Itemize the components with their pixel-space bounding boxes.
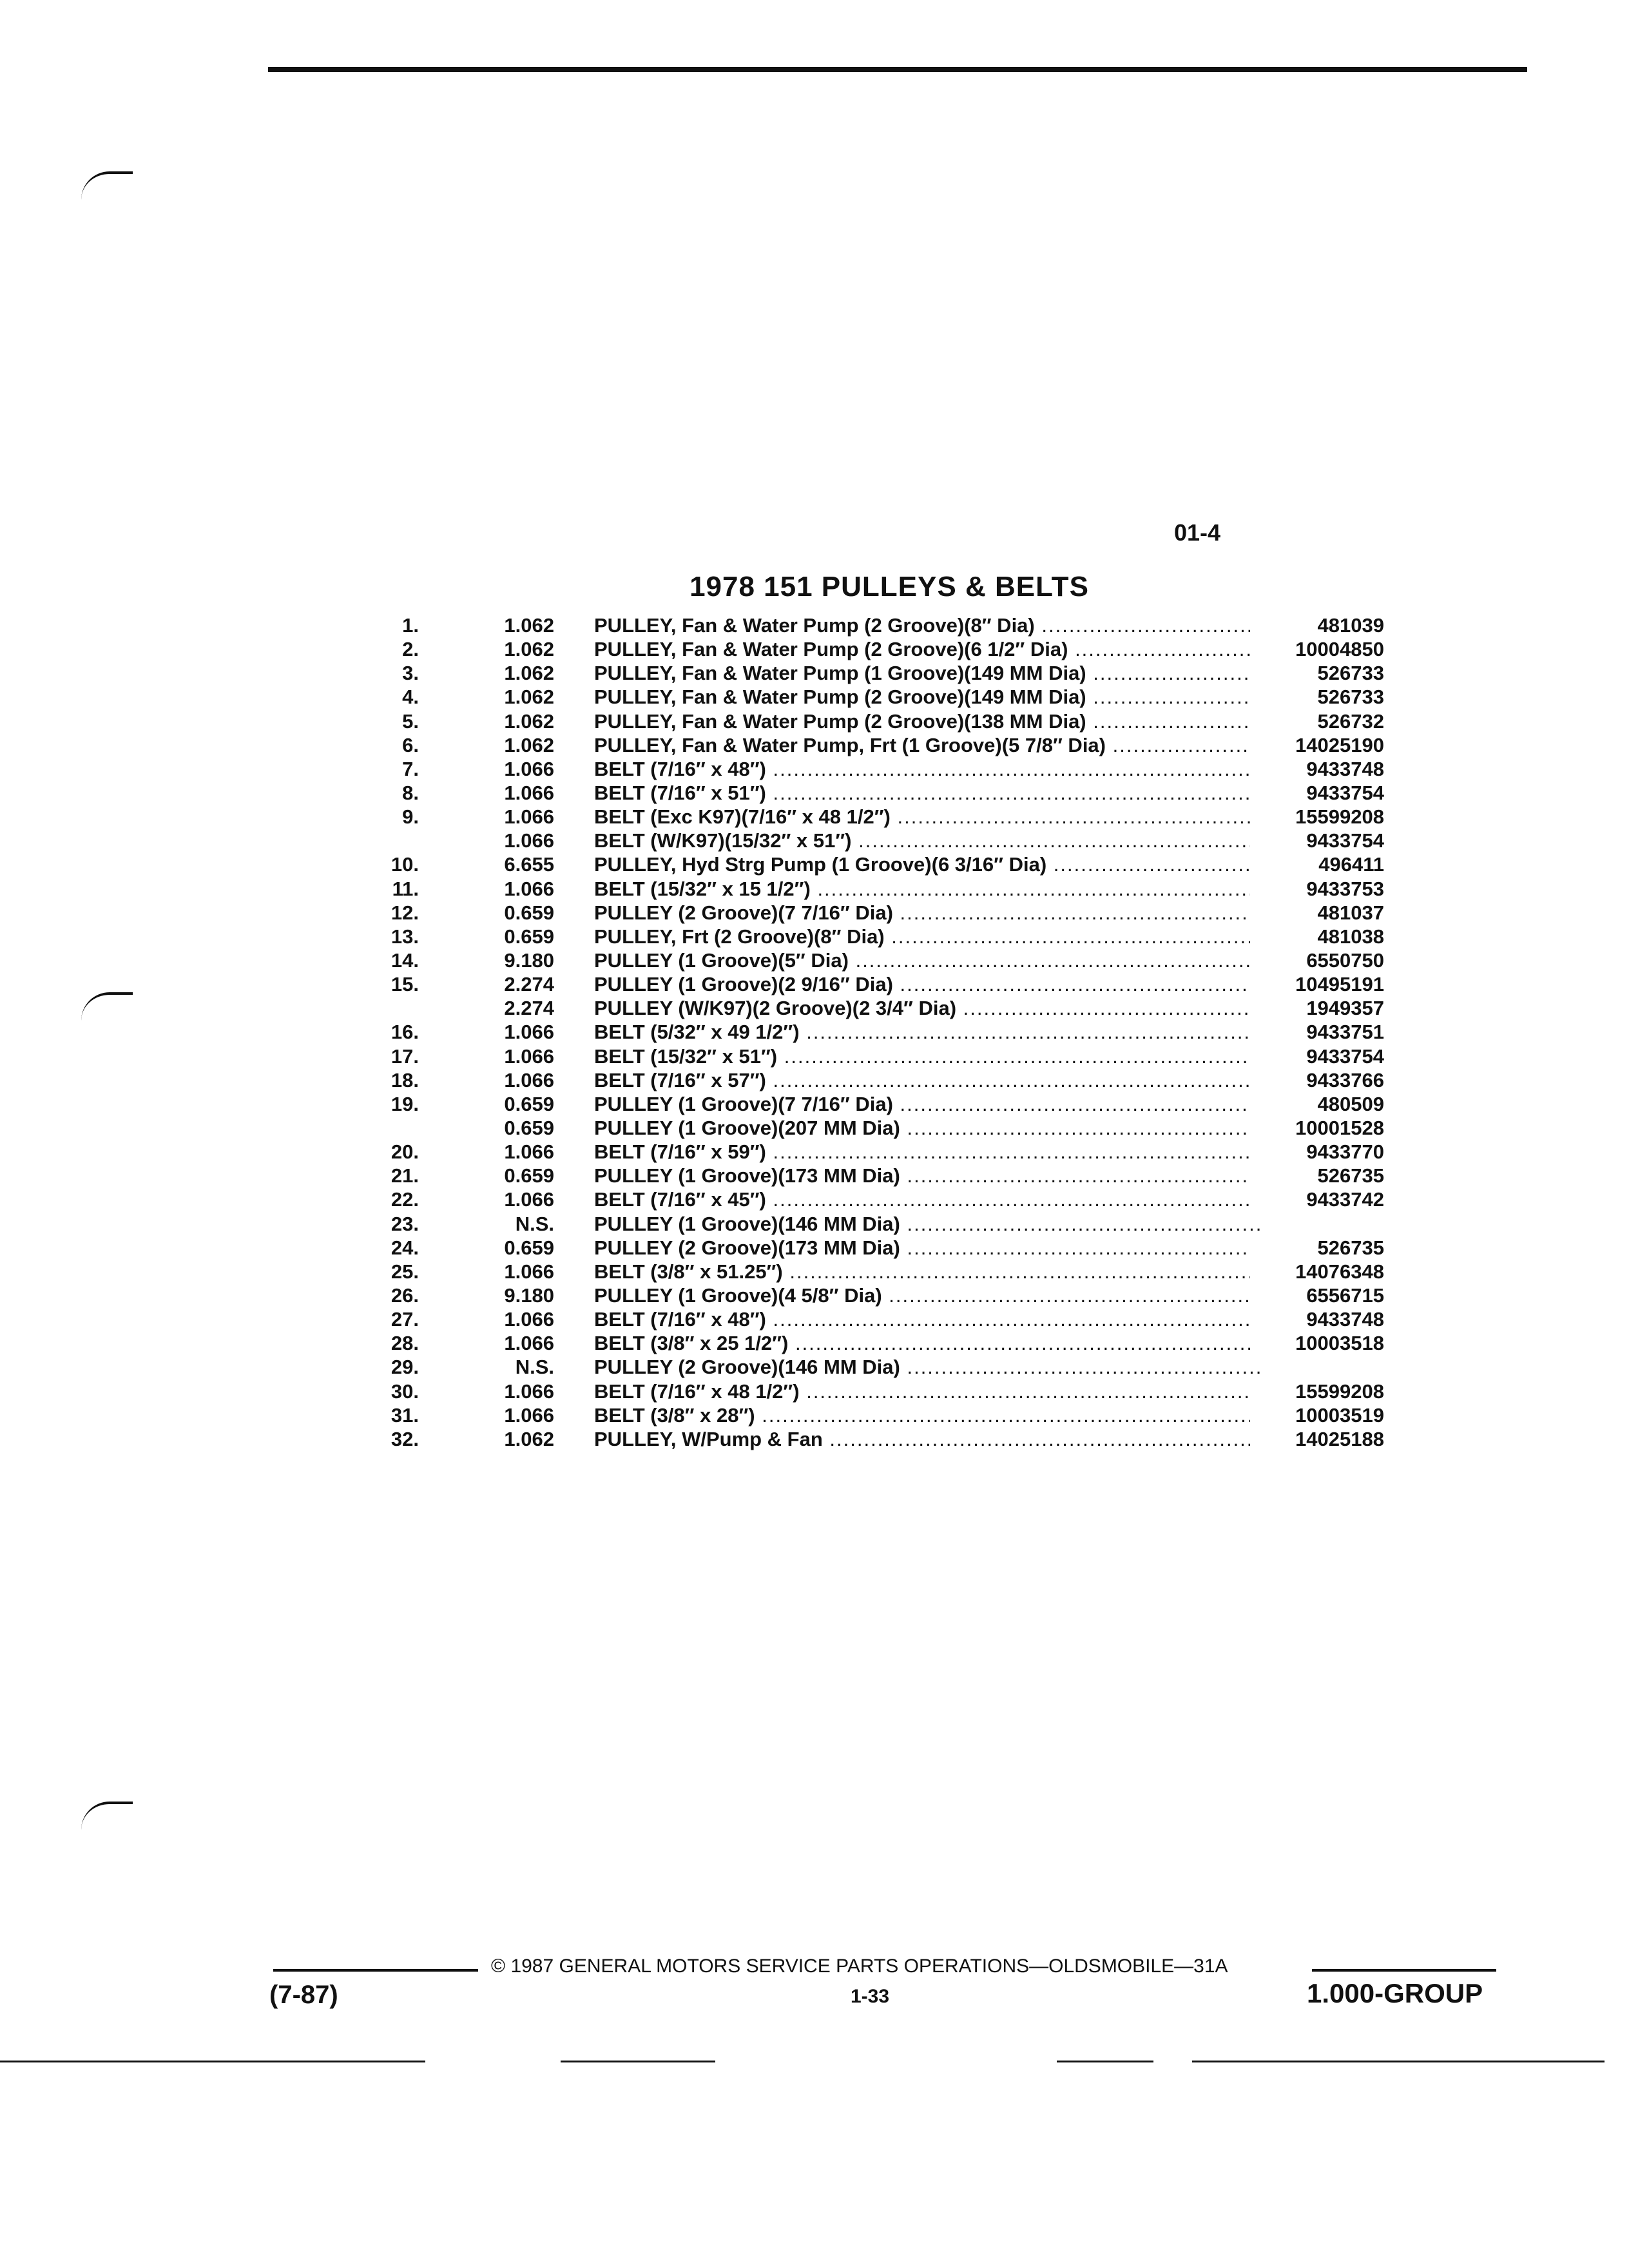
part-number: 9433748 [1250, 757, 1384, 781]
bottom-rule [1057, 2061, 1153, 2062]
group-number: 1.062 [504, 638, 554, 661]
parts-row [361, 1307, 1384, 1331]
part-description: PULLEY, Fan & Water Pump (1 Groove)(149 MM Dia) ..... [594, 661, 1264, 685]
item-number: 7. [402, 757, 419, 780]
part-description: BELT (W/K97)(15/32″ x 51″) ..... [594, 829, 1264, 852]
parts-row [361, 613, 1384, 637]
parts-row [361, 1212, 1379, 1236]
item-number: 21. [390, 1164, 419, 1187]
parts-row [361, 685, 1384, 709]
part-number: 1949357 [1250, 996, 1384, 1020]
item-number: 26. [390, 1283, 419, 1307]
punch-hole-mark [81, 1802, 133, 1830]
part-description: PULLEY (2 Groove)(7 7/16″ Dia) ..... [594, 901, 1264, 925]
parts-row [361, 1116, 1384, 1140]
group-number: 0.659 [504, 925, 554, 948]
parts-row [361, 1044, 1384, 1068]
part-description: PULLEY (1 Groove)(173 MM Dia) ..... [594, 1164, 1264, 1187]
footer-date-code: (7-87) [269, 1981, 338, 2009]
part-number: 526732 [1250, 709, 1384, 733]
part-description: BELT (7/16″ x 45″) ..... [594, 1187, 1264, 1211]
part-number: 6550750 [1250, 948, 1384, 972]
parts-row [361, 1355, 1379, 1379]
parts-row [361, 996, 1384, 1020]
parts-row [361, 1164, 1384, 1187]
parts-row [361, 925, 1384, 948]
part-description: PULLEY (W/K97)(2 Groove)(2 3/4″ Dia) ..... [594, 996, 1264, 1020]
parts-row [361, 1068, 1384, 1092]
group-number: 9.180 [504, 948, 554, 972]
item-number: 5. [402, 709, 419, 733]
bottom-rule [1192, 2061, 1605, 2062]
item-number: 20. [390, 1140, 419, 1164]
part-number: 480509 [1250, 1092, 1384, 1116]
item-number: 27. [390, 1308, 419, 1331]
group-number: 1.066 [504, 1140, 554, 1164]
parts-row [361, 805, 1384, 829]
page-title: 1978 151 PULLEYS & BELTS [689, 571, 1089, 602]
item-number: 16. [390, 1021, 419, 1044]
parts-row [361, 1379, 1384, 1403]
footer-rule-right [1312, 1969, 1496, 1972]
group-number: 0.659 [504, 1116, 554, 1139]
part-description: PULLEY (1 Groove)(146 MM Dia) ..... [594, 1212, 1264, 1236]
part-description: BELT (7/16″ x 48 1/2″) ..... [594, 1379, 1264, 1403]
part-description: PULLEY, Fan & Water Pump (2 Groove)(6 1/2″ Dia) ..... [594, 637, 1264, 661]
section-code: 01-4 [1174, 519, 1221, 546]
part-description: BELT (5/32″ x 49 1/2″) ..... [594, 1020, 1264, 1044]
part-number: 526733 [1250, 685, 1384, 709]
group-number: 1.066 [504, 829, 554, 852]
group-number: 1.066 [504, 1379, 554, 1403]
parts-row [361, 781, 1384, 805]
item-number: 8. [402, 781, 419, 804]
item-number: 23. [390, 1212, 419, 1235]
parts-row [361, 661, 1384, 685]
part-number: 6556715 [1250, 1283, 1384, 1307]
part-description: PULLEY (2 Groove)(173 MM Dia) ..... [594, 1236, 1264, 1260]
group-number: 1.066 [504, 877, 554, 900]
part-description: PULLEY, Fan & Water Pump (2 Groove)(8″ Dia) ..... [594, 613, 1264, 637]
group-number: 2.274 [504, 973, 554, 996]
part-description: PULLEY, Fan & Water Pump (2 Groove)(138 MM Dia) ..... [594, 709, 1264, 733]
part-number: 9433753 [1250, 877, 1384, 901]
group-number: 2.274 [504, 997, 554, 1020]
item-number: 13. [390, 925, 419, 948]
footer-page-number: 1-33 [851, 1986, 890, 2007]
top-rule [268, 67, 1527, 72]
part-description: PULLEY (1 Groove)(4 5/8″ Dia) ..... [594, 1283, 1264, 1307]
punch-hole-mark [81, 171, 133, 200]
part-description: BELT (Exc K97)(7/16″ x 48 1/2″) ..... [594, 805, 1264, 829]
group-number: 1.066 [504, 781, 554, 804]
item-number: 31. [390, 1403, 419, 1427]
part-number: 15599208 [1250, 805, 1384, 829]
part-number: 481039 [1250, 613, 1384, 637]
footer-copyright: © 1987 GENERAL MOTORS SERVICE PARTS OPERATIONS—OLDSMOBILE—31A [491, 1956, 1228, 1977]
part-description: PULLEY, Fan & Water Pump (2 Groove)(149 MM Dia) ..... [594, 685, 1264, 709]
part-description: BELT (7/16″ x 59″) ..... [594, 1140, 1264, 1164]
footer-group-code: 1.000-GROUP [1307, 1978, 1483, 2008]
bottom-rule [561, 2061, 715, 2062]
part-description: PULLEY (1 Groove)(2 9/16″ Dia) ..... [594, 972, 1264, 996]
group-number: 1.066 [504, 1260, 554, 1283]
bottom-rule [0, 2061, 425, 2062]
parts-row [361, 972, 1384, 996]
part-description: PULLEY, Hyd Strg Pump (1 Groove)(6 3/16″ Dia) ..... [594, 852, 1264, 876]
part-number: 526733 [1250, 661, 1384, 685]
group-number: 0.659 [504, 1236, 554, 1259]
item-number: 17. [390, 1044, 419, 1068]
parts-row [361, 1140, 1384, 1164]
parts-row [361, 852, 1384, 876]
item-number: 19. [390, 1092, 419, 1115]
part-description: PULLEY (1 Groove)(7 7/16″ Dia) ..... [594, 1092, 1264, 1116]
part-number: 526735 [1250, 1236, 1384, 1260]
parts-row [361, 1236, 1384, 1260]
part-number: 10003519 [1250, 1403, 1384, 1427]
item-number: 2. [402, 638, 419, 661]
parts-row [361, 877, 1384, 901]
group-number: 0.659 [504, 1164, 554, 1187]
part-number: 14025188 [1250, 1427, 1384, 1451]
item-number: 3. [402, 662, 419, 685]
part-number: 9433770 [1250, 1140, 1384, 1164]
group-number: 1.066 [504, 1068, 554, 1091]
part-number: 9433766 [1250, 1068, 1384, 1092]
parts-row [361, 709, 1384, 733]
parts-row [361, 948, 1384, 972]
group-number: 1.066 [504, 757, 554, 780]
part-number: 9433748 [1250, 1307, 1384, 1331]
group-number: 1.066 [504, 1332, 554, 1355]
parts-row [361, 1020, 1384, 1044]
item-number: 14. [390, 948, 419, 972]
part-description: PULLEY, W/Pump & Fan ..... [594, 1427, 1264, 1451]
item-number: 4. [402, 686, 419, 709]
part-number: 496411 [1250, 852, 1384, 876]
group-number: 1.062 [504, 709, 554, 733]
part-number: 481038 [1250, 925, 1384, 948]
part-description: BELT (3/8″ x 28″) ..... [594, 1403, 1264, 1427]
item-number: 25. [390, 1260, 419, 1283]
item-number: 18. [390, 1068, 419, 1091]
group-number: 1.066 [504, 805, 554, 829]
item-number: 6. [402, 733, 419, 756]
part-number: 481037 [1250, 901, 1384, 925]
part-number: 15599208 [1250, 1379, 1384, 1403]
group-number: 1.062 [504, 614, 554, 637]
part-description: BELT (7/16″ x 48″) ..... [594, 757, 1264, 781]
part-description: PULLEY (1 Groove)(207 MM Dia) ..... [594, 1116, 1264, 1140]
part-number: 9433754 [1250, 1044, 1384, 1068]
item-number: 1. [402, 614, 419, 637]
group-number: 1.062 [504, 733, 554, 756]
parts-list [361, 613, 1384, 1451]
part-description: BELT (15/32″ x 51″) ..... [594, 1044, 1264, 1068]
parts-row [361, 637, 1384, 661]
item-number: 12. [390, 901, 419, 924]
footer-rule-left [273, 1969, 478, 1972]
part-description: BELT (3/8″ x 25 1/2″) ..... [594, 1331, 1264, 1355]
group-number: 1.066 [504, 1021, 554, 1044]
part-description: PULLEY, Frt (2 Groove)(8″ Dia) ..... [594, 925, 1264, 948]
parts-row [361, 1187, 1384, 1211]
part-description: BELT (15/32″ x 15 1/2″) ..... [594, 877, 1264, 901]
parts-row [361, 733, 1384, 757]
group-number: 1.066 [504, 1308, 554, 1331]
group-number: N.S. [515, 1356, 554, 1379]
parts-row [361, 901, 1384, 925]
part-description: BELT (7/16″ x 48″) ..... [594, 1307, 1264, 1331]
part-description: PULLEY (2 Groove)(146 MM Dia) ..... [594, 1355, 1264, 1379]
part-number: 9433742 [1250, 1187, 1384, 1211]
part-number: 10004850 [1250, 637, 1384, 661]
group-number: 1.066 [504, 1188, 554, 1211]
part-number: 10001528 [1250, 1116, 1384, 1140]
group-number: 6.655 [504, 853, 554, 876]
part-number: 526735 [1250, 1164, 1384, 1187]
parts-row [361, 757, 1384, 781]
part-description: BELT (7/16″ x 51″) ..... [594, 781, 1264, 805]
part-description: BELT (7/16″ x 57″) ..... [594, 1068, 1264, 1092]
item-number: 22. [390, 1188, 419, 1211]
part-number: 14025190 [1250, 733, 1384, 757]
item-number: 32. [390, 1427, 419, 1450]
group-number: 1.066 [504, 1403, 554, 1427]
part-description: PULLEY, Fan & Water Pump, Frt (1 Groove)(5 7/8″ Dia) ..... [594, 733, 1264, 757]
group-number: N.S. [515, 1212, 554, 1235]
punch-hole-mark [81, 992, 133, 1021]
part-description: PULLEY (1 Groove)(5″ Dia) ..... [594, 948, 1264, 972]
group-number: 0.659 [504, 1092, 554, 1115]
parts-row [361, 1403, 1384, 1427]
parts-row [361, 829, 1384, 852]
group-number: 0.659 [504, 901, 554, 924]
parts-row [361, 1331, 1384, 1355]
parts-row [361, 1427, 1384, 1451]
part-description: BELT (3/8″ x 51.25″) ..... [594, 1260, 1264, 1283]
item-number: 15. [390, 973, 419, 996]
group-number: 1.062 [504, 662, 554, 685]
parts-row [361, 1260, 1384, 1283]
item-number: 30. [390, 1379, 419, 1403]
part-number: 10003518 [1250, 1331, 1384, 1355]
part-number: 10495191 [1250, 972, 1384, 996]
item-number: 10. [390, 853, 419, 876]
group-number: 1.062 [504, 686, 554, 709]
group-number: 9.180 [504, 1283, 554, 1307]
part-number: 14076348 [1250, 1260, 1384, 1283]
group-number: 1.066 [504, 1044, 554, 1068]
item-number: 9. [402, 805, 419, 829]
part-number: 9433754 [1250, 829, 1384, 852]
part-number: 9433754 [1250, 781, 1384, 805]
item-number: 24. [390, 1236, 419, 1259]
parts-row [361, 1283, 1384, 1307]
item-number: 29. [390, 1356, 419, 1379]
part-number: 9433751 [1250, 1020, 1384, 1044]
item-number: 11. [392, 877, 419, 900]
parts-row [361, 1092, 1384, 1116]
item-number: 28. [390, 1332, 419, 1355]
group-number: 1.062 [504, 1427, 554, 1450]
